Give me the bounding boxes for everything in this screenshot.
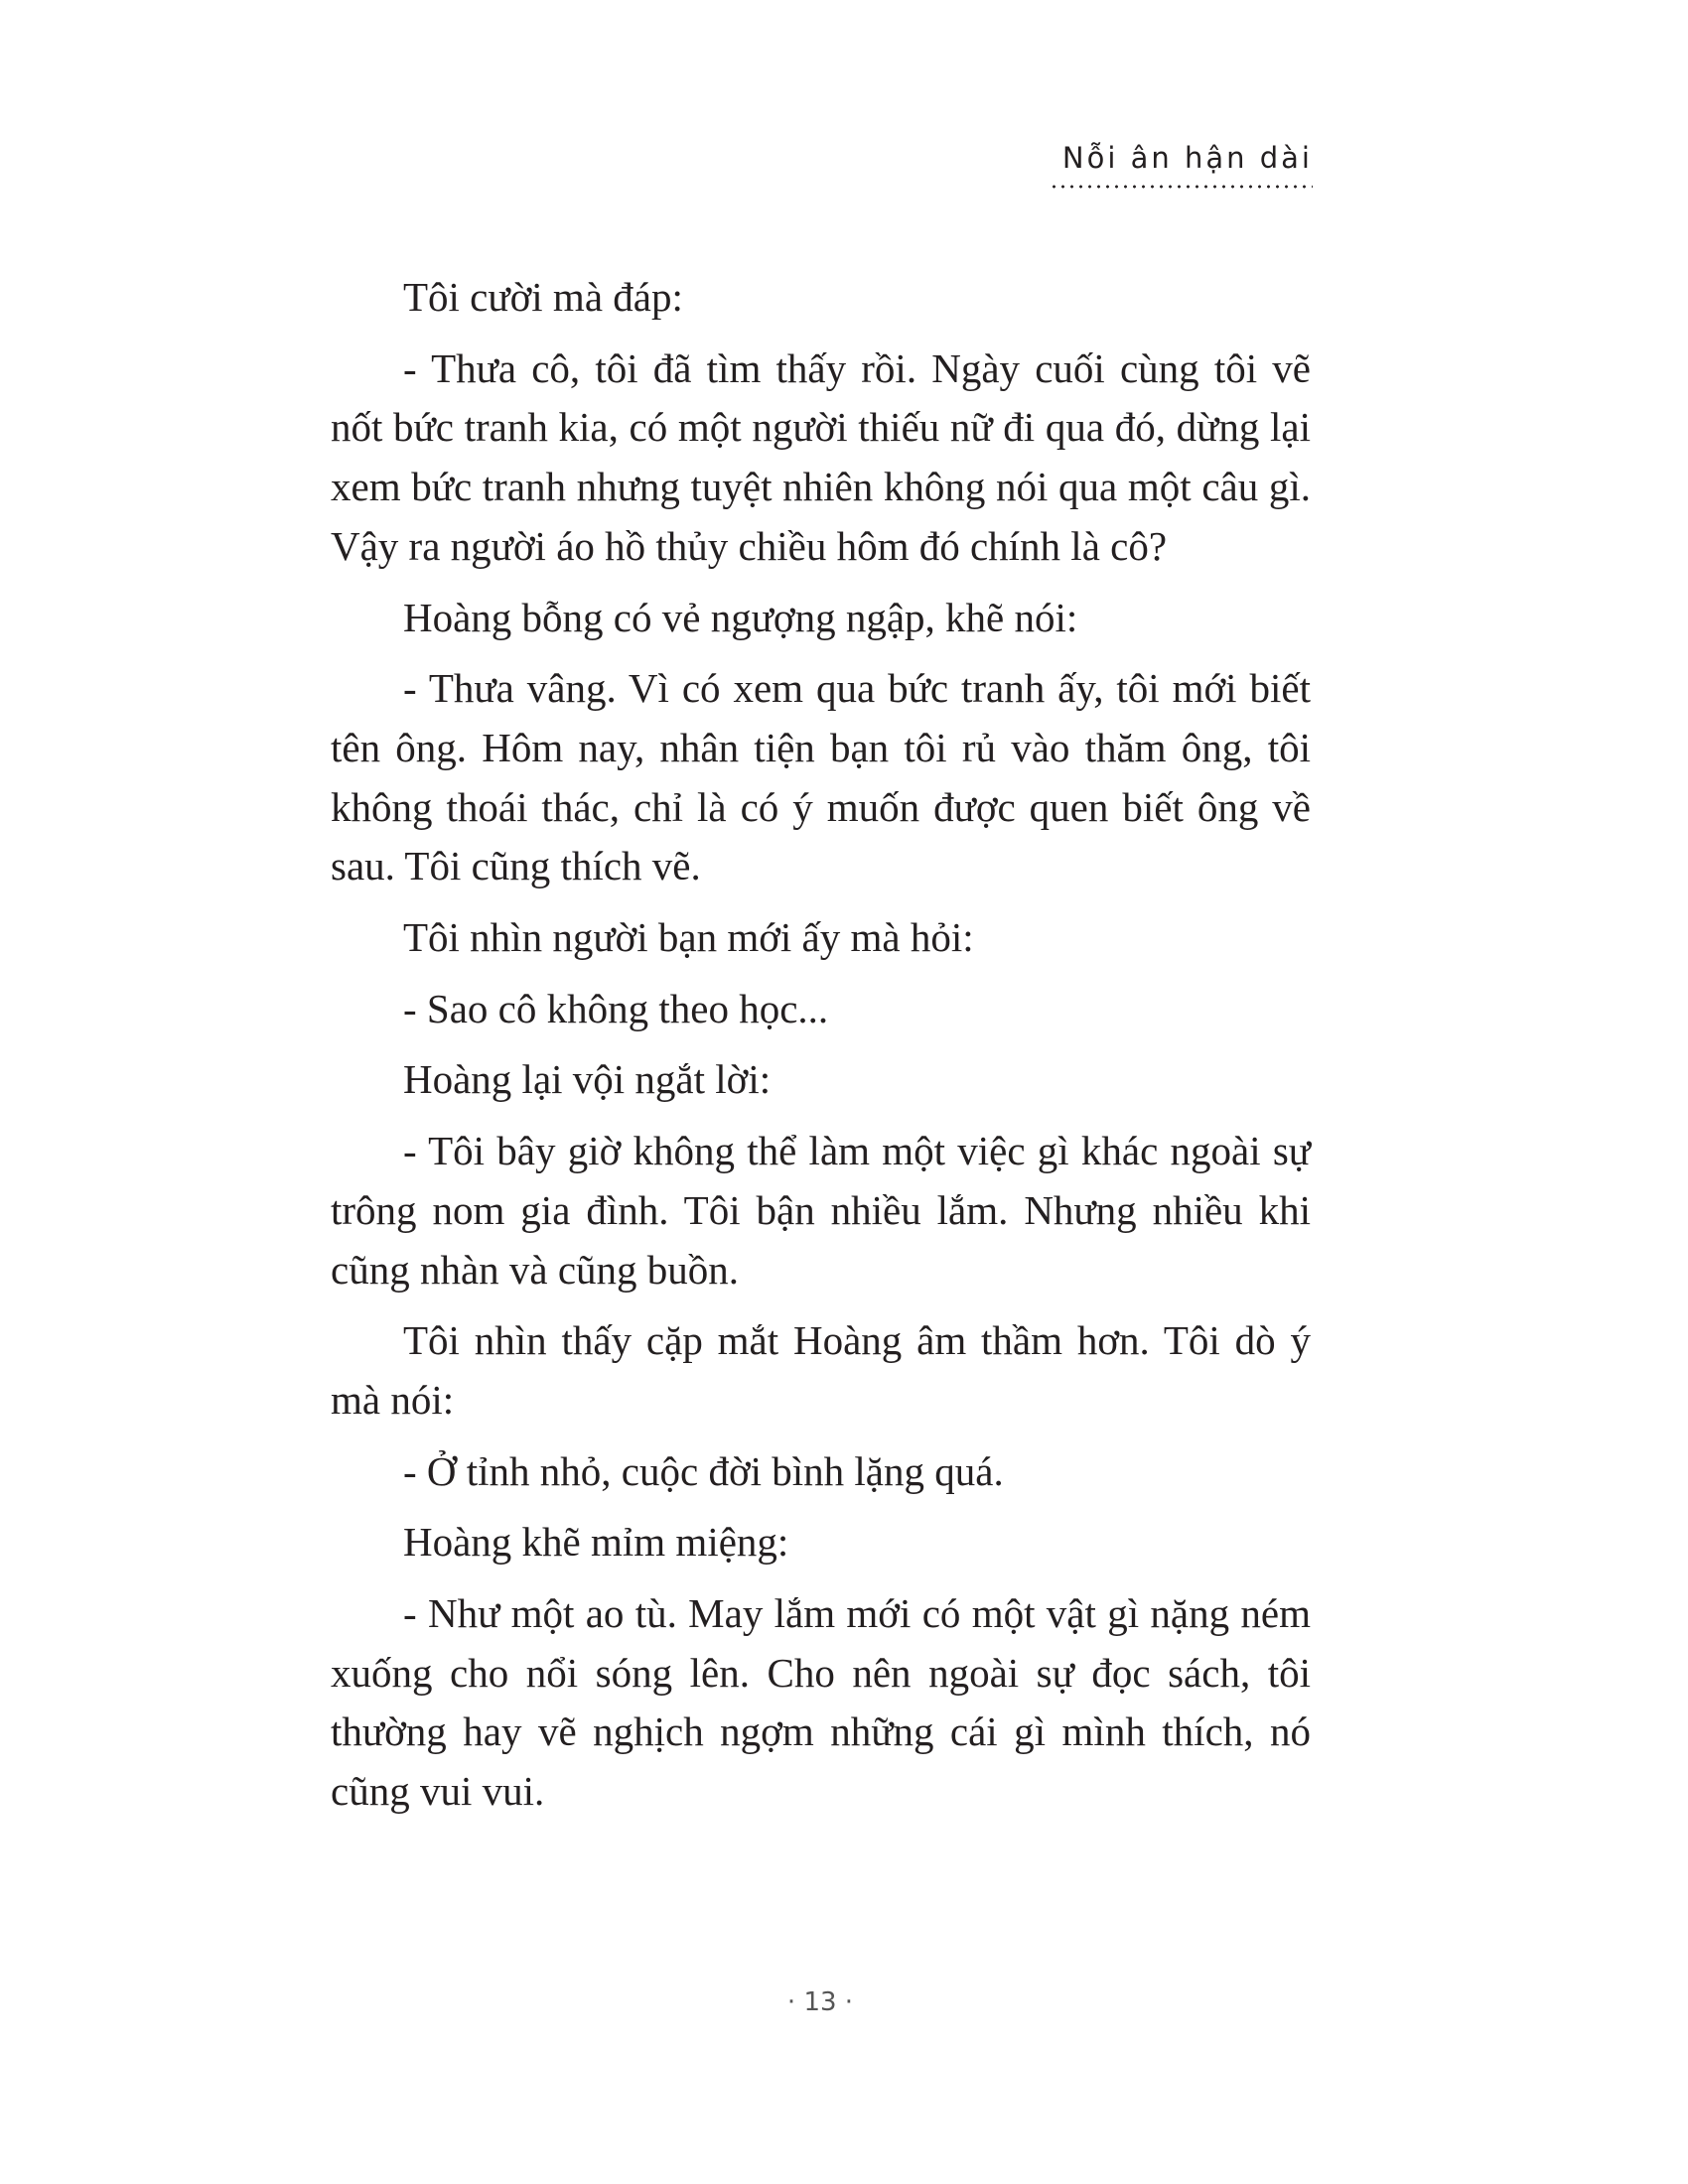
paragraph: Hoàng khẽ mỉm miệng: [403, 1519, 789, 1566]
paragraph: - Thưa cô, tôi đã tìm thấy rồi. Ngày cuối cùng tôi vẽ nốt bức tranh kia, có một người thiếu nữ đi qua đó, dừng lại xem bức tranh nhưng tuyệt nhiên không nói qua một câu gì. Vậy ra người áo hồ thủy chiều hôm đó chính là cô? [331, 344, 1311, 569]
paragraph: Hoàng lại vội ngắt lời: [403, 1056, 772, 1103]
dotted-divider [1050, 185, 1313, 189]
paragraph: Hoàng bỗng có vẻ ngượng ngập, khẽ nói: [403, 594, 1078, 640]
paragraph: - Sao cô không theo học... [403, 985, 829, 1031]
paragraph: - Như một ao tù. May lắm mới có một vật gì nặng ném xuống cho nổi sóng lên. Cho nên ngoài sự đọc sách, tôi thường hay vẽ nghịch ngợm những cái gì mình thích, nó cũng vui vui. [331, 1590, 1311, 1815]
page-number: · 13 · [786, 1987, 854, 2017]
chapter-title: Nỗi ân hận dài [1061, 141, 1313, 175]
body-text [331, 268, 1311, 1834]
paragraph: Tôi nhìn người bạn mới ấy mà hỏi: [403, 914, 974, 961]
paragraph: - Ở tỉnh nhỏ, cuộc đời bình lặng quá. [403, 1447, 1004, 1494]
paragraph: - Thưa vâng. Vì có xem qua bức tranh ấy, tôi mới biết tên ông. Hôm nay, nhân tiện bạn tôi rủ vào thăm ông, tôi không thoái thác, chỉ là có ý muốn được quen biết ông về sau. Tôi cũng thích vẽ. [331, 665, 1311, 889]
paragraph: Tôi nhìn thấy cặp mắt Hoàng âm thầm hơn. Tôi dò ý mà nói: [331, 1317, 1311, 1423]
paragraph: Tôi cười mà đáp: [403, 274, 683, 320]
running-header [1050, 141, 1313, 189]
paragraph: - Tôi bây giờ không thể làm một việc gì khác ngoài sự trông nom gia đình. Tôi bận nhiều lắm. Nhưng nhiều khi cũng nhàn và cũng buồn. [331, 1128, 1311, 1293]
